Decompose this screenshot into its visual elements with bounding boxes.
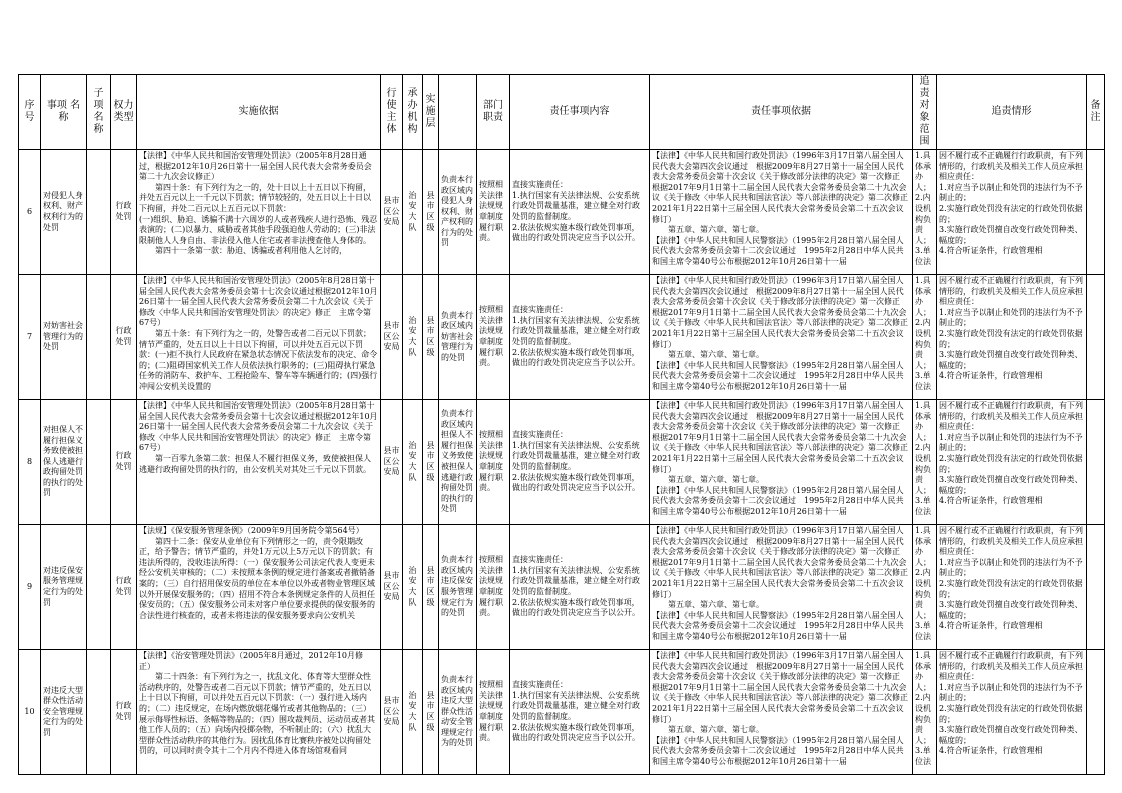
cell-power-type: 行政处罚 [111, 650, 137, 775]
table-row [19, 400, 1105, 525]
accountable-text: 1.具体承办人； 2.内设机构负责人； 3.单位法 [915, 651, 931, 766]
cell-handling-agency: 治安大队 [403, 650, 423, 775]
header-dept-duty: 部门职责 [477, 75, 510, 150]
cell-power-type: 行政处罚 [111, 275, 137, 400]
cell-responsibility: 按照相关法律法规规章制度履行职责。 [477, 650, 510, 775]
resp-content-text: 直接实施责任： 1.执行国家有关法律法规、公安系统行政处罚裁量基准，建立健全对行政处罚的监督制度。 2.依法依规实施本级行政处罚事项，做出的行政处罚决定应当予以公开。 [512, 305, 640, 368]
cell-accountable [913, 650, 937, 775]
header-power-type: 权力类型 [111, 75, 137, 150]
cell-circumstances [937, 150, 1087, 275]
resp-content-text: 直接实施责任： 1.执行国家有关法律法规、公安系统行政处罚裁量基准，建立健全对行政处罚的监督制度。 2.依法依规实施本级行政处罚事项，做出的行政处罚决定应当予以公开。 [512, 680, 640, 743]
cell-level: 县市区级 [423, 650, 439, 775]
cell-power-type: 行政处罚 [111, 150, 137, 275]
cell-sub-item [87, 150, 111, 275]
cell-dept-duty: 负责本行政区域内违反大型群众性活动安全管理规定行为的处罚 [439, 650, 477, 775]
cell-exercising-body: 县市区公安局 [381, 650, 403, 775]
cell-seq: 6 [19, 150, 41, 275]
circumstances-text: 因不履行或不正确履行行政职责，有下列情形的，行政机关及相关工作人员应承担相应责任： 1.对应当予以制止和处罚的违法行为不予制止的； 2.实施行政处罚没有法定的行政处罚依据的； 3.实施行政处罚擅自改变行政处罚种类、幅度的； 4.符合听证条件，行政管理相 [939, 276, 1083, 381]
cell-basis [137, 525, 381, 650]
cell-accountable [913, 275, 937, 400]
cell-item-name: 对妨害社会管理行为的处罚 [41, 275, 87, 400]
accountable-text: 1.具体承办人； 2.内设机构负责人； 3.单位法 [915, 526, 931, 641]
cell-note [1087, 525, 1105, 650]
cell-dept-duty: 负责本行政区域内违反保安服务管理规定行为的处罚 [439, 525, 477, 650]
circumstances-text: 因不履行或不正确履行行政职责，有下列情形的，行政机关及相关工作人员应承担相应责任： 1.对应当予以制止和处罚的违法行为不予制止的； 2.实施行政处罚没有法定的行政处罚依据的； 3.实施行政处罚擅自改变行政处罚种类、幅度的； 4.符合听证条件，行政管理相 [939, 526, 1083, 631]
header-accountable: 追责对象范围 [913, 75, 937, 150]
cell-seq: 9 [19, 525, 41, 650]
cell-power-type: 行政处罚 [111, 400, 137, 525]
header-item-name: 事项 名称 [41, 75, 87, 150]
header-exercising-body: 行使主体 [381, 75, 403, 150]
cell-accountable [913, 525, 937, 650]
cell-item-name: 对侵犯人身权利、财产权利行为的处罚 [41, 150, 87, 275]
cell-basis [137, 400, 381, 525]
cell-resp-basis [650, 400, 913, 525]
cell-responsibility: 按照相关法律法规规章制度履行职责。 [477, 400, 510, 525]
cell-seq: 10 [19, 650, 41, 775]
cell-level: 县市区级 [423, 400, 439, 525]
cell-responsibility: 按照相关法律法规规章制度履行职责。 [477, 525, 510, 650]
cell-resp-basis [650, 650, 913, 775]
cell-resp-content [510, 400, 650, 525]
header-blank [439, 75, 477, 150]
cell-note [1087, 650, 1105, 775]
basis-text: 【法律】《治安管理处罚法》（2005年8月通过，2012年10月修正） 第二十四条：有下列行为之一，扰乱文化、体育等大型群众性活动秩序的，处警告或者二百元以下罚款；情节严重的，处五日以上十日以下拘留，可以并处五百元以下罚款：（一）强行进入场内的；（二）违反规定，在场内燃放烟花爆竹或者其他物品的；（三）展示侮辱性标语、条幅等物品的；（四）围攻裁判员、运动员或者其他工作人员的；（五）向场内投掷杂物，不听制止的；（六）扰乱大型群众性活动秩序的其他行为。因扰乱体育比赛秩序被处以拘留处罚的，可以同时责令其十二个月内不得进入体育场馆观看同 [139, 651, 375, 756]
table-row [19, 150, 1105, 275]
cell-responsibility: 按照相关法律法规规章制度履行职责。 [477, 150, 510, 275]
cell-resp-basis [650, 150, 913, 275]
header-basis: 实施依据 [137, 75, 381, 150]
circumstances-text: 因不履行或不正确履行行政职责，有下列情形的，行政机关及相关工作人员应承担相应责任： 1.对应当予以制止和处罚的违法行为不予制止的； 2.实施行政处罚没有法定的行政处罚依据的； 3.实施行政处罚擅自改变行政处罚种类、幅度的； 4.符合听证条件，行政管理相 [939, 151, 1083, 256]
cell-note [1087, 150, 1105, 275]
cell-basis [137, 275, 381, 400]
accountable-text: 1.具体承办人； 2.内设机构负责人； 3.单位法 [915, 151, 931, 266]
cell-dept-duty: 负责本行政区域内侵犯人身权利、财产权利的行为的处罚 [439, 150, 477, 275]
cell-exercising-body: 县市区公安局 [381, 150, 403, 275]
header-sub-item: 子项名称 [87, 75, 111, 150]
circumstances-text: 因不履行或不正确履行行政职责，有下列情形的，行政机关及相关工作人员应承担相应责任： 1.对应当予以制止和处罚的违法行为不予制止的； 2.实施行政处罚没有法定的行政处罚依据的； 3.实施行政处罚擅自改变行政处罚种类、幅度的； 4.符合听证条件，行政管理相 [939, 401, 1083, 506]
cell-seq: 7 [19, 275, 41, 400]
cell-accountable [913, 150, 937, 275]
cell-circumstances [937, 650, 1087, 775]
cell-basis [137, 650, 381, 775]
cell-basis [137, 150, 381, 275]
resp-content-text: 直接实施责任： 1.执行国家有关法律法规、公安系统行政处罚裁量基准，建立健全对行政处罚的监督制度。 2.依法依规实施本级行政处罚事项，做出的行政处罚决定应当予以公开。 [512, 180, 640, 243]
cell-level: 县市区级 [423, 275, 439, 400]
cell-resp-content [510, 150, 650, 275]
resp-basis-text: 【法律】《中华人民共和国行政处罚法》（1996年3月17日第八届全国人民代表大会第四次会议通过 根据2009年8月27日第十一届全国人民代表大会常务委员会第十次会议《关于修改部分法律的决定》第一次修正 根据2017年9月1日第十二届全国人民代表大会常务委员会第二十九次会议《关于修改〈中华人民共和国法官法〉等八部法律的决定》第二次修正 2021年1月22日第十三届全国人民代表大会常务委员会第二十五次会议修订） 第五章、第六章、第七章。 【法律】《中华人民共和国人民警察法》（1995年2月28日第八届全国人民代表大会常务委员会第十二次会议通过 1995年2月28日中华人民共和国主席令第40号公布根据2012年10月26日第十一届 [652, 526, 908, 641]
resp-basis-text: 【法律】《中华人民共和国行政处罚法》（1996年3月17日第八届全国人民代表大会第四次会议通过 根据2009年8月27日第十一届全国人民代表大会常务委员会第十次会议《关于修改部分法律的决定》第一次修正 根据2017年9月1日第十二届全国人民代表大会常务委员会第二十九次会议《关于修改〈中华人民共和国法官法〉等八部法律的决定》第二次修正 2021年1月22日第十三届全国人民代表大会常务委员会第二十五次会议修订） 第五章、第六章、第七章。 【法律】《中华人民共和国人民警察法》（1995年2月28日第八届全国人民代表大会常务委员会第十二次会议通过 1995年2月28日中华人民共和国主席令第40号公布根据2012年10月26日第十一届 [652, 401, 908, 516]
cell-responsibility: 按照相关法律法规规章制度履行职责。 [477, 275, 510, 400]
cell-resp-content [510, 650, 650, 775]
cell-sub-item [87, 275, 111, 400]
cell-exercising-body: 县市区公安局 [381, 275, 403, 400]
cell-handling-agency: 治安大队 [403, 150, 423, 275]
cell-power-type: 行政处罚 [111, 525, 137, 650]
cell-sub-item [87, 650, 111, 775]
cell-handling-agency: 治安大队 [403, 525, 423, 650]
header-seq: 序号 [19, 75, 41, 150]
basis-text: 【法律】《中华人民共和国治安管理处罚法》（2005年8月28日第十届全国人民代表大会常务委员会第十七次会议通过根据2012年10月26日第十一届全国人民代表大会常务委员会第二十九次会议《关于修改〈中华人民共和国治安管理处罚法〉的决定》修正 主席令第67号） 第一百零九条第二款：担保人不履行担保义务，致使被担保人逃避行政拘留处罚的执行的，由公安机关对其处三千元以下罚款。 [139, 401, 378, 474]
cell-exercising-body: 县市区公安局 [381, 400, 403, 525]
basis-text: 【法规】《保安服务管理条例》（2009年9月国务院令第564号） 第四十二条：保安从业单位有下列情形之一的，责令限期改正，给予警告；情节严重的，并处1万元以上5万元以下的罚款；有违法所得的，没收违法所得：（一）保安服务公司法定代表人变更未经公安机关审核的；（二）未按照本条例的规定进行备案或者撤销备案的；（三）自行招用保安员的单位在本单位以外或者物业管理区域以外开展保安服务的；（四）招用不符合本条例规定条件的人员担任保安员的；（五）保安服务公司未对客户单位要求提供的保安服务的合法性进行核查的，或者未将违法的保安服务要求向公安机关 [139, 526, 375, 620]
cell-sub-item [87, 525, 111, 650]
cell-resp-content [510, 275, 650, 400]
cell-item-name: 对担保人不履行担保义务致使被担保人逃避行政拘留处罚的执行的处罚 [41, 400, 87, 525]
cell-level: 县市区级 [423, 150, 439, 275]
cell-resp-basis [650, 275, 913, 400]
header-note: 备注 [1087, 75, 1105, 150]
basis-text: 【法律】《中华人民共和国治安管理处罚法》（2005年8月28日第十届全国人民代表大会常务委员会第十七次会议通过根据2012年10月26日第十一届全国人民代表大会常务委员会第二十九次会议《关于修改〈中华人民共和国治安管理处罚法〉的决定》修正 主席令第67号） 第五十条：有下列行为之一的，处警告或者二百元以下罚款；情节严重的，处五日以上十日以下拘留，可以并处五百元以下罚款：(一)拒不执行人民政府在紧急状态情况下依法发布的决定、命令的；(二)阻碍国家机关工作人员依法执行职务的；(三)阻碍执行紧急任务的消防车、救护车、工程抢险车、警车等车辆通行的；(四)强行冲闯公安机关设置的 [139, 276, 378, 391]
table-row [19, 525, 1105, 650]
cell-circumstances [937, 525, 1087, 650]
header-resp-content: 责任事项内容 [510, 75, 650, 150]
resp-content-text: 直接实施责任： 1.执行国家有关法律法规、公安系统行政处罚裁量基准，建立健全对行政处罚的监督制度。 2.依法依规实施本级行政处罚事项，做出的行政处罚决定应当予以公开。 [512, 430, 640, 493]
header-handling-agency: 承办机构 [403, 75, 423, 150]
cell-handling-agency: 治安大队 [403, 275, 423, 400]
cell-item-name: 对违反大型群众性活动安全管理规定行为的处罚 [41, 650, 87, 775]
cell-note [1087, 275, 1105, 400]
cell-note [1087, 400, 1105, 525]
resp-basis-text: 【法律】《中华人民共和国行政处罚法》（1996年3月17日第八届全国人民代表大会第四次会议通过 根据2009年8月27日第十一届全国人民代表大会常务委员会第十次会议《关于修改部分法律的决定》第一次修正 根据2017年9月1日第十二届全国人民代表大会常务委员会第二十九次会议《关于修改〈中华人民共和国法官法〉等八部法律的决定》第二次修正 2021年1月22日第十三届全国人民代表大会常务委员会第二十五次会议修订） 第五章、第六章、第七章。 【法律】《中华人民共和国人民警察法》（1995年2月28日第八届全国人民代表大会常务委员会第十二次会议通过 1995年2月28日中华人民共和国主席令第40号公布根据2012年10月26日第十一届 [652, 276, 908, 391]
cell-dept-duty: 负责本行政区域内担保人不履行担保义务致使被担保人逃避行政拘留处罚的执行的处罚 [439, 400, 477, 525]
resp-basis-text: 【法律】《中华人民共和国行政处罚法》（1996年3月17日第八届全国人民代表大会第四次会议通过 根据2009年8月27日第十一届全国人民代表大会常务委员会第十次会议《关于修改部分法律的决定》第一次修正 根据2017年9月1日第十二届全国人民代表大会常务委员会第二十九次会议《关于修改〈中华人民共和国法官法〉等八部法律的决定》第二次修正 2021年1月22日第十三届全国人民代表大会常务委员会第二十五次会议修订） 第五章、第六章、第七章。 【法律】《中华人民共和国人民警察法》（1995年2月28日第八届全国人民代表大会常务委员会第十二次会议通过 1995年2月28日中华人民共和国主席令第40号公布根据2012年10月26日第十一届 [652, 651, 908, 766]
cell-handling-agency: 治安大队 [403, 400, 423, 525]
table-row [19, 650, 1105, 775]
header-resp-basis: 责任事项依据 [650, 75, 913, 150]
accountable-text: 1.具体承办人； 2.内设机构负责人； 3.单位法 [915, 401, 931, 516]
table-row [19, 275, 1105, 400]
cell-exercising-body: 县市区公安局 [381, 525, 403, 650]
cell-sub-item [87, 400, 111, 525]
responsibility-table [18, 74, 1105, 775]
cell-circumstances [937, 400, 1087, 525]
header-circumstances: 追责情形 [937, 75, 1087, 150]
resp-basis-text: 【法律】《中华人民共和国行政处罚法》（1996年3月17日第八届全国人民代表大会第四次会议通过 根据2009年8月27日第十一届全国人民代表大会常务委员会第十次会议《关于修改部分法律的决定》第一次修正 根据2017年9月1日第十二届全国人民代表大会常务委员会第二十九次会议《关于修改〈中华人民共和国法官法〉等八部法律的决定》第二次修正 2021年1月22日第十三届全国人民代表大会常务委员会第二十五次会议修订） 第五章、第六章、第七章。 【法律】《中华人民共和国人民警察法》（1995年2月28日第八届全国人民代表大会常务委员会第十二次会议通过 1995年2月28日中华人民共和国主席令第40号公布根据2012年10月26日第十一届 [652, 151, 908, 266]
resp-content-text: 直接实施责任： 1.执行国家有关法律法规、公安系统行政处罚裁量基准，建立健全对行政处罚的监督制度。 2.依法依规实施本级行政处罚事项，做出的行政处罚决定应当予以公开。 [512, 555, 640, 618]
cell-item-name: 对违反保安服务管理规定行为的处罚 [41, 525, 87, 650]
accountable-text: 1.具体承办人； 2.内设机构负责人； 3.单位法 [915, 276, 931, 391]
cell-circumstances [937, 275, 1087, 400]
cell-seq: 8 [19, 400, 41, 525]
cell-accountable [913, 400, 937, 525]
cell-dept-duty: 负责本行政区域内妨害社会管理行为的处罚 [439, 275, 477, 400]
cell-level: 县市区级 [423, 525, 439, 650]
header-row [19, 75, 1105, 150]
cell-resp-basis [650, 525, 913, 650]
header-level: 实施层 [423, 75, 439, 150]
cell-resp-content [510, 525, 650, 650]
circumstances-text: 因不履行或不正确履行行政职责，有下列情形的，行政机关及相关工作人员应承担相应责任： 1.对应当予以制止和处罚的违法行为不予制止的； 2.实施行政处罚没有法定的行政处罚依据的； 3.实施行政处罚擅自改变行政处罚种类、幅度的； 4.符合听证条件，行政管理相 [939, 651, 1083, 756]
basis-text: 【法律】《中华人民共和国治安管理处罚法》（2005年8月28日通过，根据2012年10月26日第十一届全国人民代表大会常务委员会第二十九次会议修正） 第四十条：有下列行为之一的，处十日以上十五日以下拘留，并处五百元以上一千元以下罚款；情节较轻的，处五日以上十日以下拘留，并处二百元以上五百元以下罚款： (一)组织、胁迫、诱骗不满十六周岁的人或者残疾人进行恐怖、残忍表演的；(二)以暴力、威胁或者其他手段强迫他人劳动的；(三)非法限制他人人身自由、非法侵入他人住宅或者非法搜查他人身体的。 第四十一条第一款：胁迫、诱骗或者利用他人乞讨的， [139, 151, 378, 256]
